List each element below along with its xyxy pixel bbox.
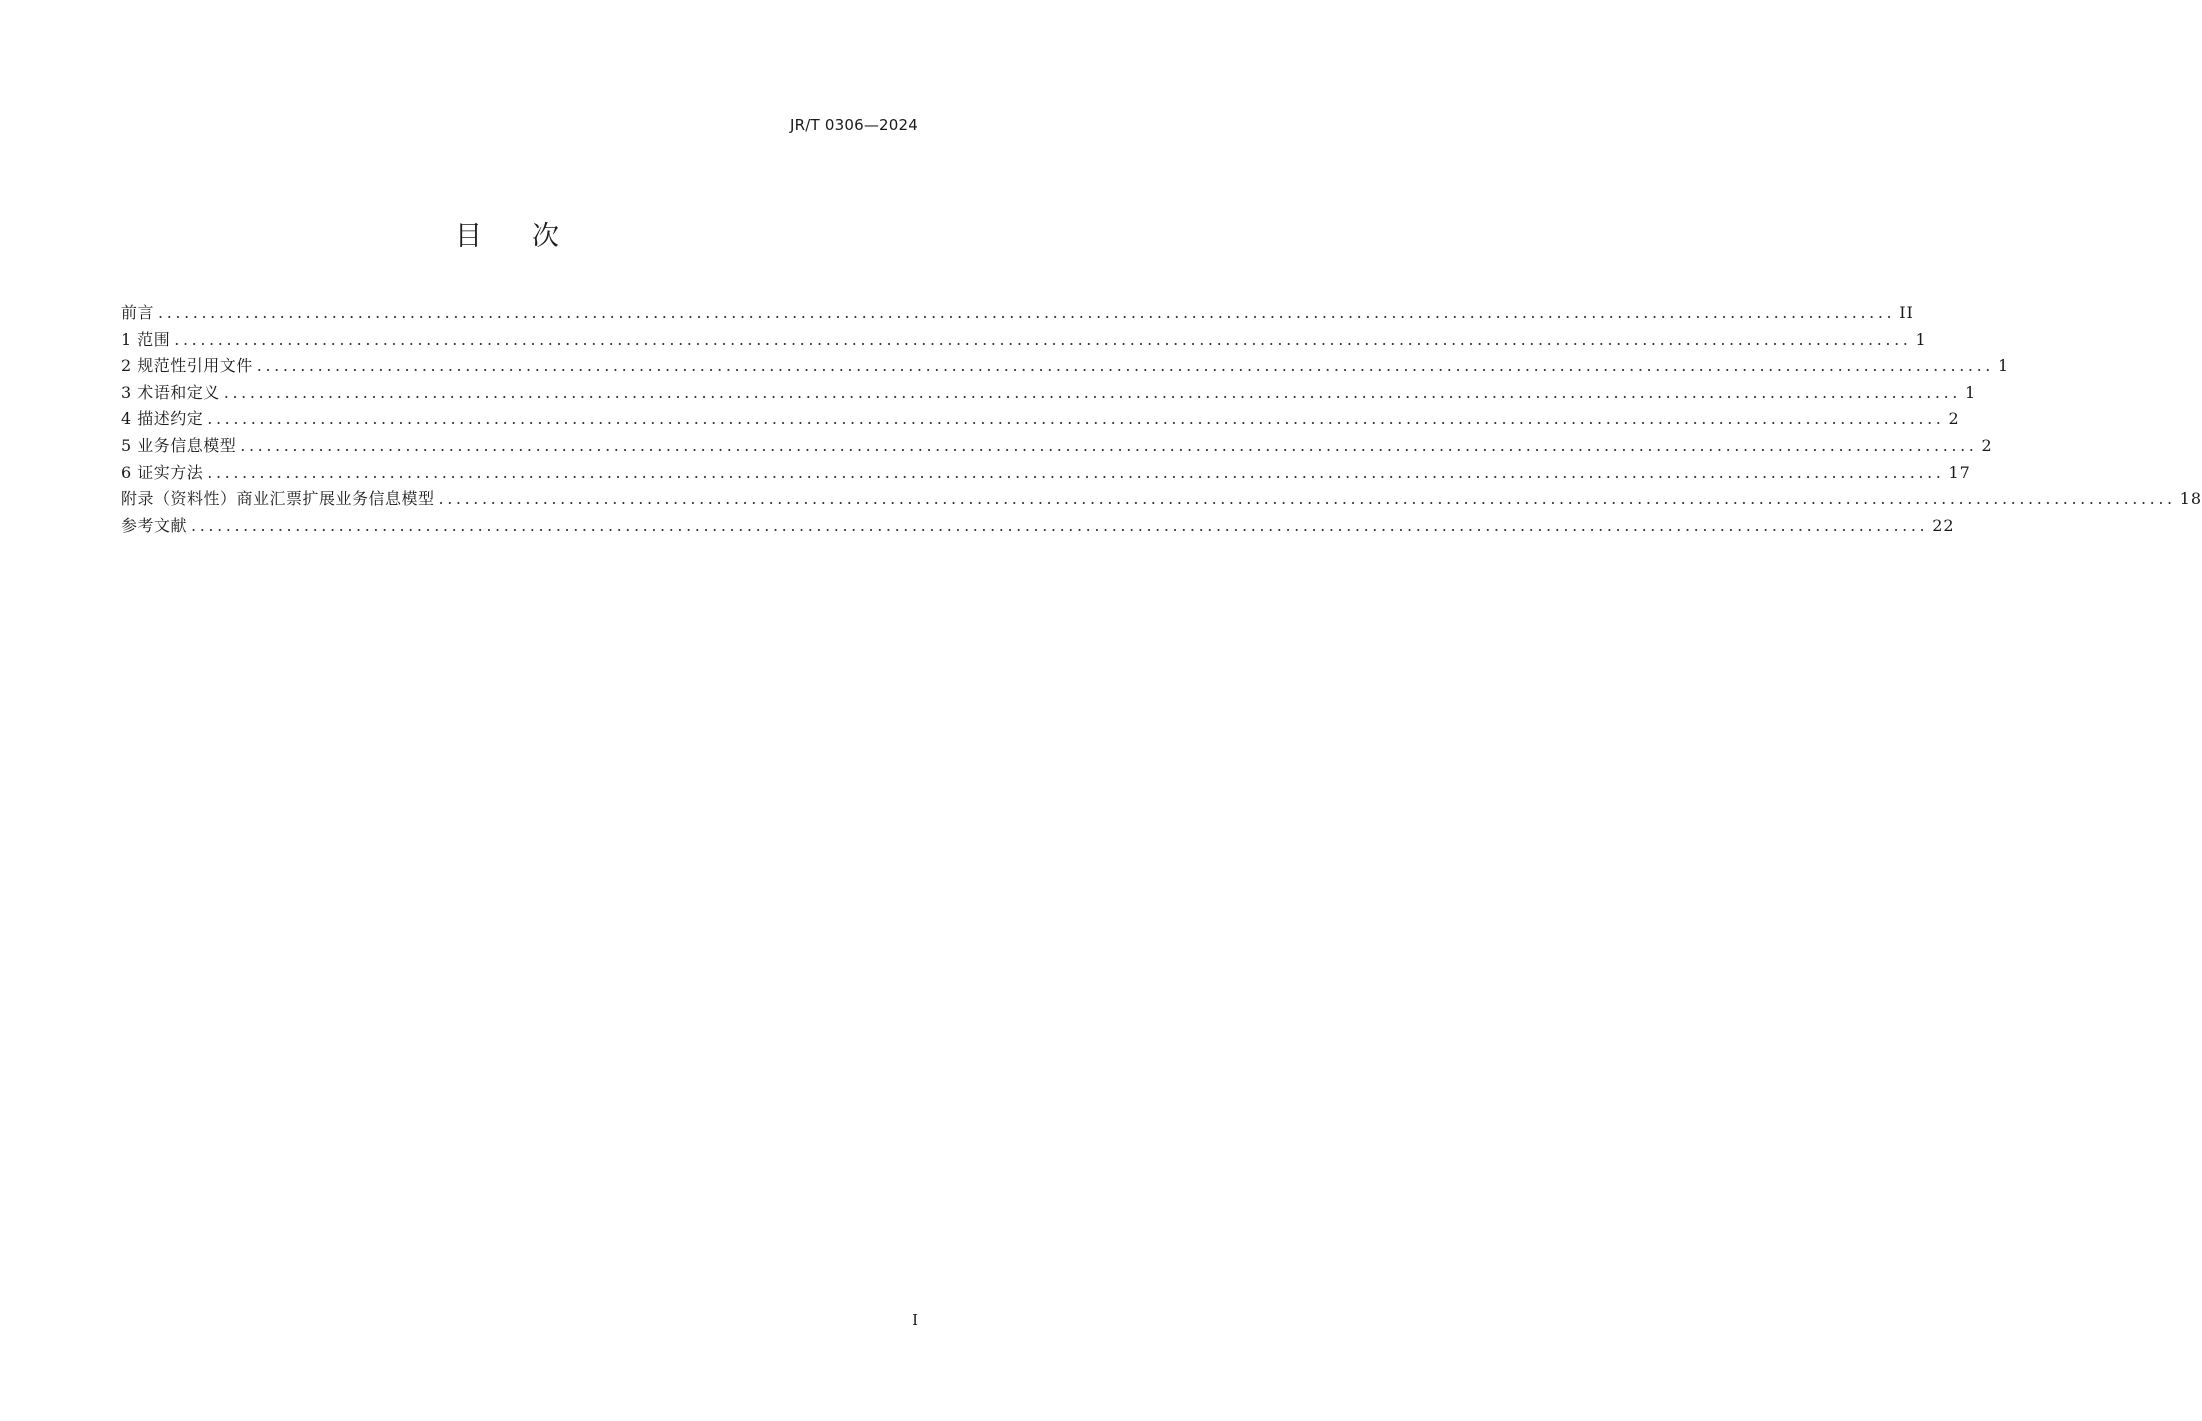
toc-entry-page: 2 xyxy=(1981,435,1993,455)
toc-dot-leader: ........................................................................................................................................................................................................ xyxy=(191,515,1929,535)
toc-dot-leader: ........................................................................................................................................................................................................ xyxy=(438,489,2176,509)
toc-entry-page: 18 xyxy=(2179,489,2202,509)
toc-entry-label: 4 描述约定 xyxy=(121,409,204,429)
toc-entry-scope[interactable] xyxy=(121,327,1927,354)
toc-entry-label: 6 证实方法 xyxy=(121,462,204,482)
toc-entry-page: 17 xyxy=(1948,462,1971,482)
toc-title: 目次 xyxy=(455,221,609,252)
toc-entry-foreword[interactable] xyxy=(121,300,1914,327)
toc-entry-label: 3 术语和定义 xyxy=(121,382,220,402)
toc-entry-label: 附录（资料性）商业汇票扩展业务信息模型 xyxy=(121,489,435,509)
toc-entry-label: 5 业务信息模型 xyxy=(121,435,237,455)
toc-entry-page: II xyxy=(1899,303,1914,322)
toc-dot-leader: ........................................................................................................................................................................................................ xyxy=(207,409,1945,429)
toc-entry-page: 1 xyxy=(1997,356,2010,376)
toc-entry-appendix[interactable] xyxy=(121,486,2202,513)
toc-dot-leader: ........................................................................................................................................................................................................ xyxy=(223,382,1961,402)
page-number: I xyxy=(912,1311,918,1329)
toc-entry-business-info-model[interactable] xyxy=(121,433,1993,460)
toc-entry-label: 2 规范性引用文件 xyxy=(121,356,253,376)
toc-dot-leader: ........................................................................................................................................................................................................ xyxy=(207,462,1945,482)
toc-entry-verification-methods[interactable] xyxy=(121,460,1971,487)
toc-dot-leader: ........................................................................................................................................................................................................ xyxy=(256,356,1994,376)
toc-entry-description-conventions[interactable] xyxy=(121,406,1960,433)
toc-entry-normative-references[interactable] xyxy=(121,353,2010,380)
toc-entry-terms-definitions[interactable] xyxy=(121,380,1977,407)
toc-dot-leader: ........................................................................................................................................................................................................ xyxy=(240,435,1978,455)
toc-entry-page: 1 xyxy=(1964,382,1977,402)
standard-number: JR/T 0306—2024 xyxy=(790,116,918,134)
toc-entry-page: 1 xyxy=(1915,329,1927,349)
toc-dot-leader: ........................................................................................................................................................................................................ xyxy=(158,303,1896,322)
toc-dot-leader: ........................................................................................................................................................................................................ xyxy=(174,329,1912,349)
toc-entry-label: 前言 xyxy=(121,303,155,322)
toc-list xyxy=(121,300,2202,539)
toc-entry-page: 2 xyxy=(1948,409,1960,429)
toc-entry-label: 1 范围 xyxy=(121,329,171,349)
toc-entry-label: 参考文献 xyxy=(121,515,188,535)
toc-entry-page: 22 xyxy=(1932,515,1955,535)
toc-entry-bibliography[interactable] xyxy=(121,513,1955,540)
